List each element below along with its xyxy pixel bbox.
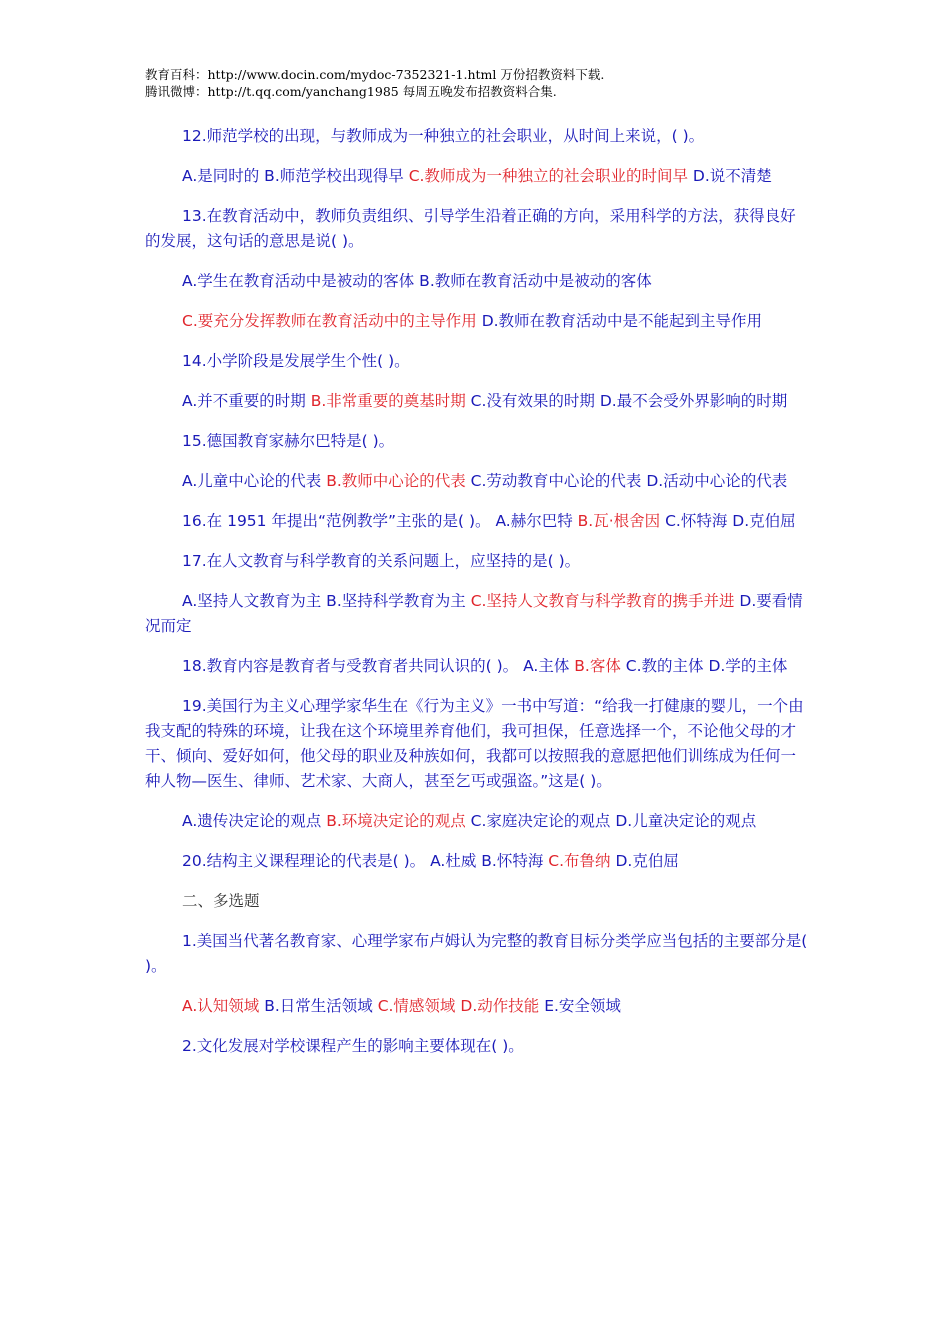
answer-15: B.教师中心论的代表 bbox=[326, 472, 466, 490]
answer-17: C.坚持人文教育与科学教育的携手并进 bbox=[470, 592, 735, 610]
answer-12: C.教师成为一种独立的社会职业的时间早 bbox=[408, 167, 688, 185]
options-14-cd: C.没有效果的时期 D.最不会受外界影响的时期 bbox=[465, 392, 788, 410]
answer-14: B.非常重要的奠基时期 bbox=[310, 392, 466, 410]
options-19-cd: C.家庭决定论的观点 D.儿童决定论的观点 bbox=[465, 812, 757, 830]
question-16-text: 16.在 1951 年提出“范例教学”主张的是( )。 A.赫尔巴特 bbox=[182, 512, 578, 530]
multi-question-1: 1.美国当代著名教育家、心理学家布卢姆认为完整的教育目标分类学应当包括的主要部分是( )。 bbox=[145, 932, 808, 975]
question-14: 14.小学阶段是发展学生个性( )。 bbox=[182, 352, 410, 370]
options-13-d: D.教师在教育活动中是不能起到主导作用 bbox=[476, 312, 763, 330]
answer-20: C.布鲁纳 bbox=[548, 852, 611, 870]
document-body bbox=[145, 124, 810, 1074]
options-19-a: A.遗传决定论的观点 bbox=[182, 812, 327, 830]
question-20 bbox=[145, 849, 810, 874]
options-17-ab: A.坚持人文教育为主 B.坚持科学教育为主 bbox=[182, 592, 471, 610]
question-16 bbox=[145, 509, 810, 534]
options-13-ab: A.学生在教育活动中是被动的客体 B.教师在教育活动中是被动的客体 bbox=[182, 272, 652, 290]
multi-options-1-e: E.安全领域 bbox=[539, 997, 621, 1015]
answer-18: B.客体 bbox=[574, 657, 621, 675]
options-16-cd: C.怀特海 D.克伯屈 bbox=[660, 512, 796, 530]
header-line-docin: 教育百科：http://www.docin.com/mydoc-7352321-1.html 万份招教资料下载. bbox=[145, 67, 605, 82]
question-13: 13.在教育活动中，教师负责组织、引导学生沿着正确的方向，采用科学的方法，获得良好的发展，这句话的意思是说( )。 bbox=[145, 207, 796, 250]
options-14 bbox=[145, 389, 810, 414]
options-12 bbox=[145, 164, 810, 189]
page-header bbox=[145, 66, 604, 100]
question-12: 12.师范学校的出现，与教师成为一种独立的社会职业，从时间上来说，( )。 bbox=[182, 127, 705, 145]
question-19: 19.美国行为主义心理学家华生在《行为主义》一书中写道：“给我一打健康的婴儿，一个由我支配的特殊的环境，让我在这个环境里养育他们，我可担保，任意选择一个，不论他父母的才干、倾向、爱好如何，他父母的职业及种族如何，我都可以按照我的意愿把他们训练成为任何一种人物—医生、律师、艺术家、大商人，甚至乞丐或强盗。”这是( )。 bbox=[145, 697, 804, 790]
multi-options-1-b: B.日常生活领域 bbox=[259, 997, 378, 1015]
options-14-a: A.并不重要的时期 bbox=[182, 392, 311, 410]
answer-19: B.环境决定论的观点 bbox=[326, 812, 466, 830]
header-line-weibo: 腾讯微博：http://t.qq.com/yanchang1985 每周五晚发布招教资料合集. bbox=[145, 84, 557, 99]
multi-answer-1-c: C.情感领域 bbox=[377, 997, 456, 1015]
multi-options-1 bbox=[145, 994, 810, 1019]
question-17: 17.在人文教育与科学教育的关系问题上，应坚持的是( )。 bbox=[182, 552, 581, 570]
multi-answer-1-a: A.认知领域 bbox=[182, 997, 260, 1015]
options-18-cd: C.教的主体 D.学的主体 bbox=[620, 657, 788, 675]
question-20-text: 20.结构主义课程理论的代表是( )。 A.杜威 B.怀特海 bbox=[182, 852, 549, 870]
options-15 bbox=[145, 469, 810, 494]
question-18 bbox=[145, 654, 810, 679]
answer-16: B.瓦·根舍因 bbox=[577, 512, 661, 530]
answer-13: C.要充分发挥教师在教育活动中的主导作用 bbox=[182, 312, 477, 330]
options-17-d: D.要看情况而定 bbox=[145, 592, 803, 635]
question-18-text: 18.教育内容是教育者与受教育者共同认识的( )。 A.主体 bbox=[182, 657, 575, 675]
options-20-d: D.克伯屈 bbox=[610, 852, 679, 870]
question-15: 15.德国教育家赫尔巴特是( )。 bbox=[182, 432, 395, 450]
multi-answer-1-d: D.动作技能 bbox=[460, 997, 540, 1015]
options-15-cd: C.劳动教育中心论的代表 D.活动中心论的代表 bbox=[465, 472, 788, 490]
options-12-d: D.说不清楚 bbox=[687, 167, 772, 185]
options-12-ab: A.是同时的 B.师范学校出现得早 bbox=[182, 167, 409, 185]
section-heading-multiple-choice: 二、多选题 bbox=[182, 892, 260, 910]
multi-question-2: 2.文化发展对学校课程产生的影响主要体现在( )。 bbox=[182, 1037, 524, 1055]
options-17 bbox=[145, 589, 810, 639]
options-13-cd bbox=[145, 309, 810, 334]
options-15-a: A.儿童中心论的代表 bbox=[182, 472, 327, 490]
options-19 bbox=[145, 809, 810, 834]
